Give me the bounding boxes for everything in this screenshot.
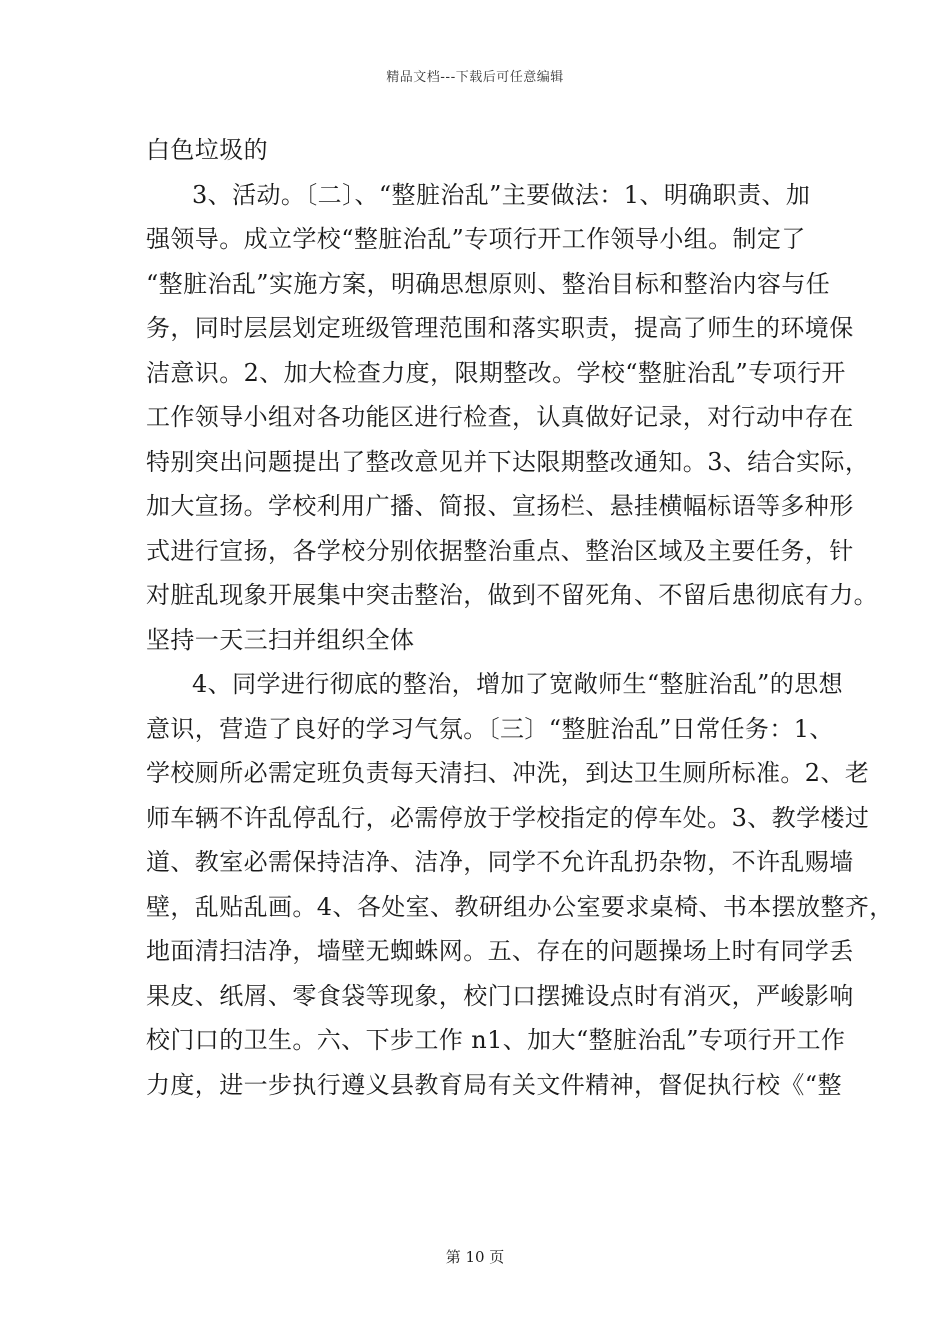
body-line: 地面清扫洁净，墙壁无蜘蛛网。五、存在的问题操场上时有同学丢	[146, 937, 854, 965]
body-line: 3、活动。〔二〕、“整脏治乱”主要做法：1、明确职责、加	[192, 180, 811, 209]
body-line: 特别突出问题提出了整改意见并下达限期整改通知。3、结合实际，	[146, 447, 870, 476]
body-line: 务，同时层层划定班级管理范围和落实职责，提高了师生的环境保	[146, 314, 854, 342]
document-body	[146, 128, 894, 1107]
body-line: 果皮、纸屑、零食袋等现象，校门口摆摊设点时有消灭，严峻影响	[146, 981, 854, 1010]
page-number: 第 10 页	[445, 1248, 505, 1266]
body-line: 对脏乱现象开展集中突击整治，做到不留死角、不留后患彻底有力。	[146, 581, 878, 609]
body-line: 意识，营造了良好的学习气氛。〔三〕“整脏治乱”日常任务：1、	[146, 714, 834, 743]
body-line: 校门口的卫生。六、下步工作 n1、加大“整脏治乱”专项行开工作	[146, 1026, 846, 1054]
body-line: 力度，进一步执行遵义县教育局有关文件精神，督促执行校《“整	[146, 1070, 842, 1099]
body-line: “整脏治乱”实施方案，明确思想原则、整治目标和整治内容与任	[146, 269, 831, 298]
body-line: 洁意识。2、加大检查力度，限期整改。学校“整脏治乱”专项行开	[146, 358, 846, 387]
page-header: 精品文档---下载后可任意编辑	[386, 70, 564, 85]
body-line: 4、同学进行彻底的整治，增加了宽敞师生“整脏治乱”的思想	[192, 670, 844, 698]
body-line: 强领导。成立学校“整脏治乱”专项行开工作领导小组。制定了	[146, 225, 806, 253]
body-line: 壁，乱贴乱画。4、各处室、教研组办公室要求桌椅、书本摆放整齐，	[146, 892, 894, 921]
body-line: 道、教室必需保持洁净、洁净，同学不允许乱扔杂物，不许乱赐墙	[146, 848, 854, 876]
body-line: 师车辆不许乱停乱行，必需停放于学校指定的停车处。3、教学楼过	[146, 803, 870, 832]
body-line: 学校厕所必需定班负责每天清扫、冲洗，到达卫生厕所标准。2、老	[146, 759, 870, 787]
body-line: 工作领导小组对各功能区进行检查，认真做好记录，对行动中存在	[146, 403, 854, 431]
body-line: 坚持一天三扫并组织全体	[146, 625, 415, 654]
body-line: 白色垃圾的	[146, 136, 268, 164]
body-line: 式进行宣扬，各学校分别依据整治重点、整治区域及主要任务，针	[146, 536, 854, 565]
body-line: 加大宣扬。学校利用广播、简报、宣扬栏、悬挂横幅标语等多种形	[146, 492, 854, 520]
